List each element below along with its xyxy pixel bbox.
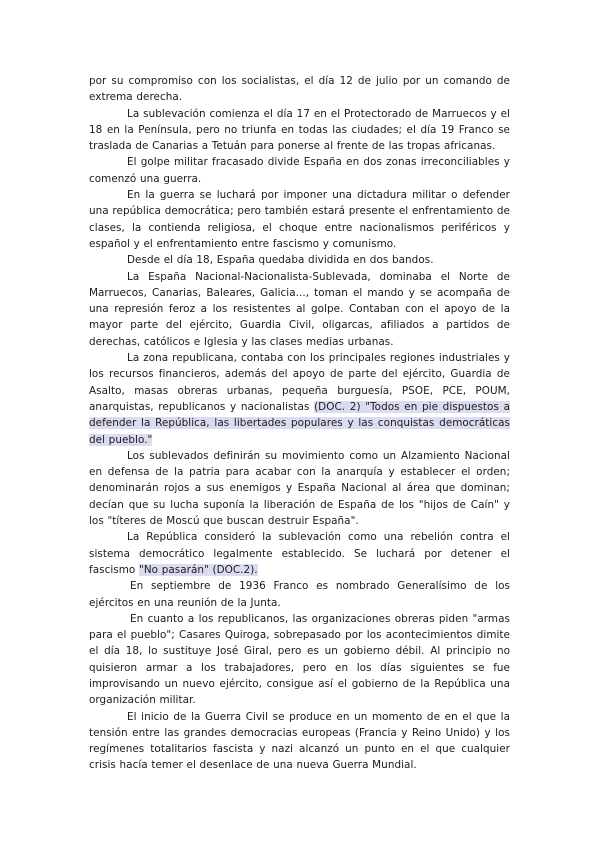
paragraph-republic-view: La República consideró la sublevación como una rebelión contra el sistema democrático legalmente establecido. Se luchará por detener el fascismo "No pasarán" (DOC.2). [89, 531, 510, 576]
paragraph-nationalist-zone: La España Nacional-Nacionalista-Sublevada, dominaba el Norte de Marruecos, Canarias, Baleares, Galicia..., toman el mando y se acompaña de una represión feroz a los resistentes al golpe. Contaban con el apoyo de la mayor parte del ejército, Guardia Civil, oligarcas, afiliados a partidos de derechas, católicos e Iglesia y las clases medias urbanas. [89, 270, 510, 348]
paragraph-uprising-start: La sublevación comienza el día 17 en el Protectorado de Marruecos y el 18 en la Península, pero no triunfa en todas las ciudades; el día 19 Franco se traslada de Canarias a Tetuán para ponerse al frente de las tropas africanas. [89, 107, 510, 153]
highlighted-quote-doc2: (DOC. 2) "Todos en pie dispuestos a defender la República, las libertades populares y las conquistas democráticas del pueblo." [89, 400, 510, 446]
highlighted-no-pasaran: "No pasarán" (DOC.2). [138, 563, 258, 576]
paragraph-franco-generalisimo: En septiembre de 1936 Franco es nombrado Generalísimo de los ejércitos en una reunión de la Junta. [89, 580, 510, 609]
paragraph-rebel-rhetoric: Los sublevados definirán su movimiento como un Alzamiento Nacional en defensa de la patria para acabar con la anarquía y establecer el orden; denominarán rojos a sus enemigos y España Nacional al área que dominan; decían que su lucha suponía la liberación de España de los "hijos de Caín" y los "títeres de Moscú que buscan destruir España". [89, 449, 510, 528]
paragraph-assassination-end: por su compromiso con los socialistas, el día 12 de julio por un comando de extrema derecha. [89, 75, 510, 104]
paragraph-international-context: El inicio de la Guerra Civil se produce en un momento de en el que la tensión entre las grandes democracias europeas (Francia y Reino Unido) y los regímenes totalitarios fascista y nazi alcanzó un punto en el que cualquier crisis hacía temer el desenlace de una nueva Guerra Mundial. [89, 710, 510, 772]
paragraph-republicans-arming: En cuanto a los republicanos, las organizaciones obreras piden "armas para el pueblo"; Casares Quiroga, sobrepasado por los acontecimientos dimite el día 18, lo sustituye José Giral, pero es un gobierno débil. Al principio no quisieron armar a los trabajadores, pero en los días siguientes se fue improvisando un nuevo ejército, consigue así el gobierno de la República una organización militar. [89, 612, 510, 707]
paragraph-failed-coup: El golpe militar fracasado divide España en dos zonas irreconciliables y comenzó una guerra. [89, 156, 510, 185]
paragraph-two-sides: Desde el día 18, España quedaba dividida en dos bandos. [127, 254, 434, 267]
paragraph-war-aims: En la guerra se luchará por imponer una dictadura militar o defender una república democrática; pero también estará presente el enfrentamiento de clases, la contienda religiosa, el choque entre nacionalismos periféricos y español y el enfrentamiento entre fascismo y comunismo. [89, 189, 510, 250]
paragraph-republican-zone: La zona republicana, contaba con los principales regiones industriales y los recursos financieros, además del apoyo de parte del ejército, Guardia de Asalto, masas obreras urbanas, pequeña burguesía, PSOE, PCE, POUM, anarquistas, republicanos y nacionalistas (DOC. 2) "Todos en pie dispuestos a defender la República, las libertades populares y las conquistas democráticas del pueblo." [89, 352, 510, 446]
